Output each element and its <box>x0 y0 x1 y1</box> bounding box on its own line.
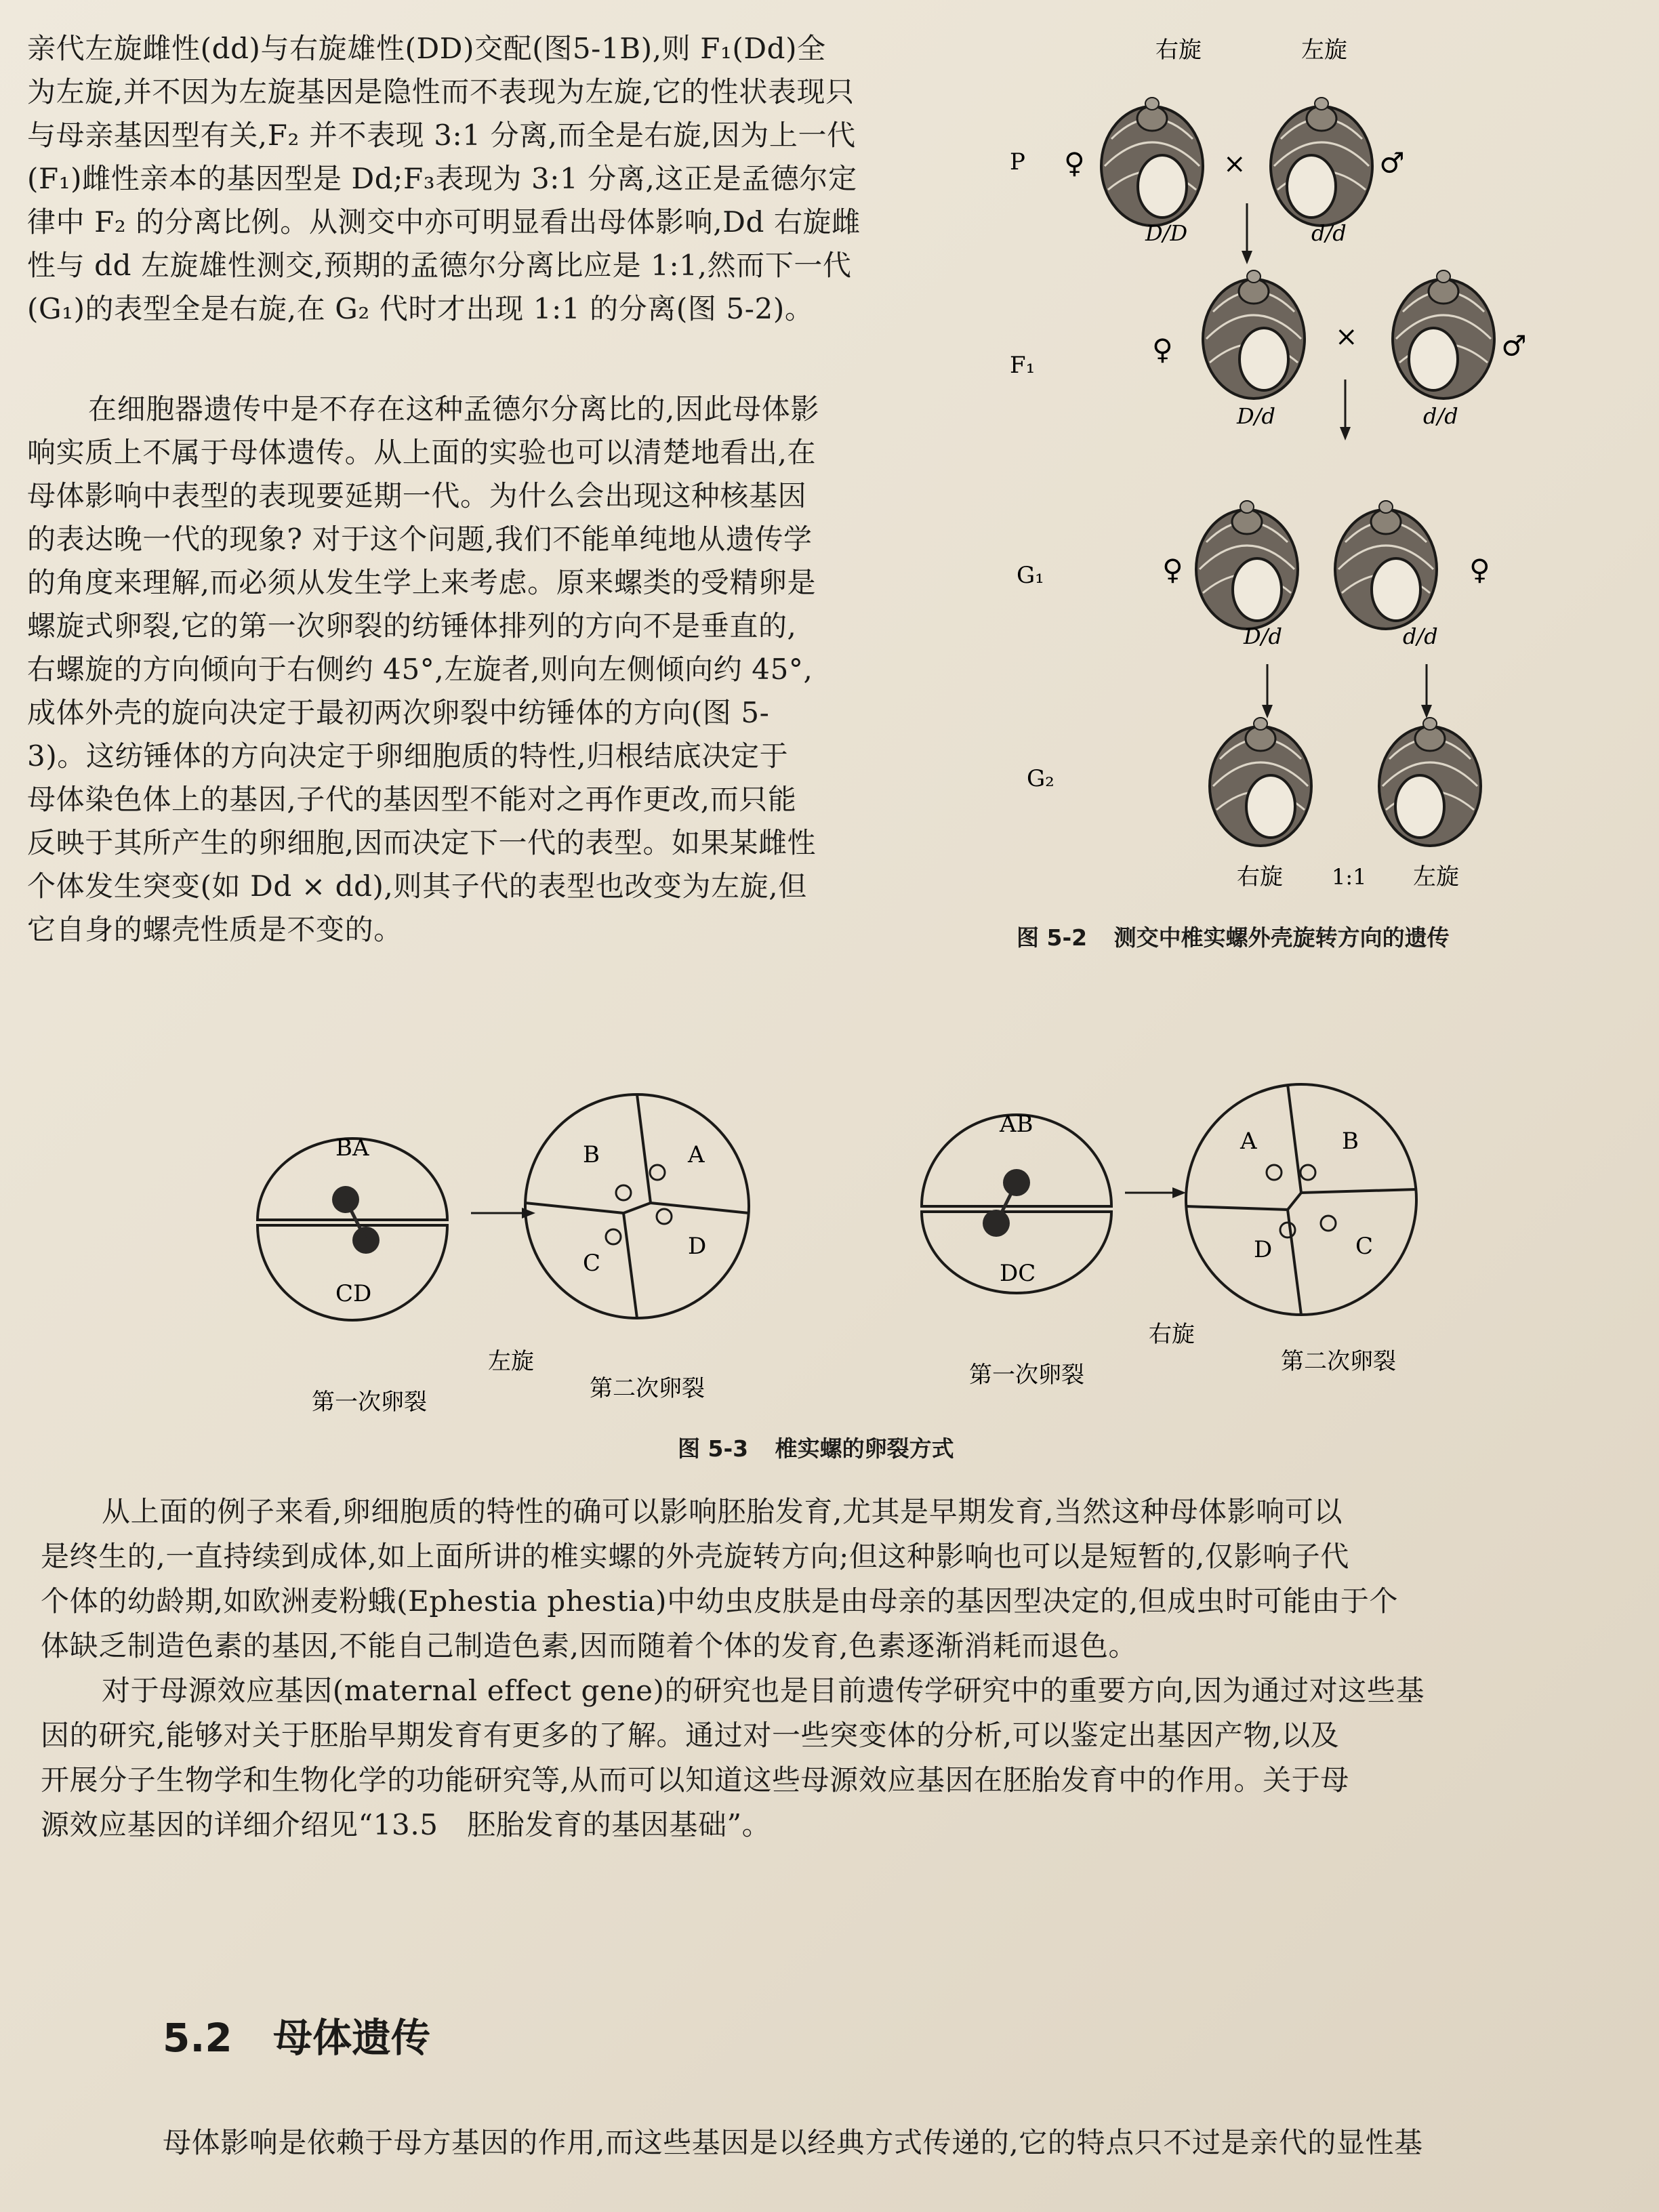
snail-p-dextral <box>1101 98 1203 226</box>
snail-g2-dextral <box>1210 718 1311 846</box>
text-line: 母体影响中表型的表现要延期一代。为什么会出现这种核基因 <box>27 479 807 512</box>
text-line: 在细胞器遗传中是不存在这种孟德尔分离比的,因此母体影 <box>88 392 819 426</box>
text-line: (F₁)雌性亲本的基因型是 Dd;F₃表现为 3:1 分离,这正是孟德尔定 <box>27 162 857 195</box>
cell-label: CD <box>335 1280 372 1307</box>
cell-left-second-cleavage <box>525 1094 749 1318</box>
g2-ratio: 1:1 <box>1332 864 1367 890</box>
second-paragraph <box>27 388 989 951</box>
arrow-head <box>522 1208 535 1218</box>
text-line: (G₁)的表型全是右旋,在 G₂ 代时才出现 1:1 的分离(图 5-2)。 <box>27 292 814 325</box>
geno-f1-left: D/d <box>1237 403 1275 429</box>
text-line: 右螺旋的方向倾向于右侧约 45°,左旋者,则向左侧倾向约 45°, <box>27 653 813 686</box>
cell-label: C <box>583 1250 601 1277</box>
arrow-head <box>1421 705 1432 718</box>
text-line: 的角度来理解,而必须从发生学上来考虑。原来螺类的受精卵是 <box>27 566 817 599</box>
female-symbol: ♀ <box>1162 553 1183 586</box>
snail-g2-sinistral <box>1379 718 1481 846</box>
g2-label-dextral: 右旋 <box>1237 863 1283 890</box>
female-symbol: ♀ <box>1469 553 1490 586</box>
text-line: 开展分子生物学和生物化学的功能研究等,从而可以知道这些母源效应基因在胚胎发育中的作用。关于母 <box>41 1763 1349 1797</box>
cell-label: B <box>1342 1128 1359 1155</box>
first-cleavage-label: 第一次卵裂 <box>312 1389 427 1416</box>
cell-label: BA <box>335 1134 369 1162</box>
arrow-head <box>1242 251 1252 264</box>
arrow-head <box>1340 427 1351 441</box>
text-line: 亲代左旋雌性(dd)与右旋雄性(DD)交配(图5-1B),则 F₁(Dd)全 <box>27 32 826 65</box>
cell-label: D <box>688 1233 707 1260</box>
section-title: 母体遗传 <box>272 2015 430 2061</box>
arrow-head <box>1262 705 1273 718</box>
figure-5-3-caption <box>678 1431 954 1463</box>
text-line: 是终生的,一直持续到成体,如上面所讲的椎实螺的外壳旋转方向;但这种影响也可以是短暂的,仅影响子代 <box>41 1540 1350 1573</box>
female-symbol: ♀ <box>1152 333 1173 366</box>
text-line: 响实质上不属于母体遗传。从上面的实验也可以清楚地看出,在 <box>27 436 817 469</box>
caption-number: 图 5-3 <box>678 1435 749 1462</box>
gen-label-f1: F₁ <box>1010 352 1036 379</box>
col-label-right: 右旋 <box>1155 37 1202 64</box>
text-line: 为左旋,并不因为左旋基因是隐性而不表现为左旋,它的性状表现只 <box>27 75 855 108</box>
second-cleavage-label: 第二次卵裂 <box>1281 1348 1396 1375</box>
gen-label-p: P <box>1010 148 1025 176</box>
cell-label: A <box>1240 1128 1257 1155</box>
caption-number: 图 5-2 <box>1017 924 1088 951</box>
text-line: 母体影响是依赖于母方基因的作用,而这些基因是以经典方式传递的,它的特点只不过是亲代的显性基 <box>163 2126 1423 2159</box>
text-line: 对于母源效应基因(maternal effect gene)的研究也是目前遗传学研究中的重要方向,因为通过对这些基 <box>102 1674 1425 1707</box>
text-line: 体缺乏制造色素的基因,不能自己制造色素,因而随着个体的发育,色素逐渐消耗而退色。 <box>41 1629 1138 1662</box>
cell-label: D <box>1254 1236 1273 1263</box>
snail-g1-right <box>1335 501 1437 629</box>
col-label-left: 左旋 <box>1301 37 1347 64</box>
text-line: 螺旋式卵裂,它的第一次卵裂的纺锤体排列的方向不是垂直的, <box>27 609 797 642</box>
top-paragraph <box>27 27 989 331</box>
text-line: 与母亲基因型有关,F₂ 并不表现 3:1 分离,而全是右旋,因为上一代 <box>27 119 856 152</box>
text-line: 母体染色体上的基因,子代的基因型不能对之再作更改,而只能 <box>27 783 797 816</box>
caption-text: 测交中椎实螺外壳旋转方向的遗传 <box>1113 924 1450 951</box>
text-line: 律中 F₂ 的分离比例。从测交中亦可明显看出母体影响,Dd 右旋雌 <box>27 205 861 239</box>
cell-right-first-cleavage <box>922 1111 1111 1293</box>
male-symbol: ♂ <box>1379 146 1405 180</box>
snail-g1-left <box>1196 501 1298 629</box>
figure-5-2-caption <box>1017 920 1450 952</box>
geno-g1-right: d/d <box>1403 623 1438 649</box>
snail-f1-sinistral <box>1393 270 1494 398</box>
geno-p-right: d/d <box>1311 220 1347 246</box>
geno-p-left: D/D <box>1145 220 1188 246</box>
text-line: 源效应基因的详细介绍见“13.5 胚胎发育的基因基础”。 <box>41 1808 771 1841</box>
cell-right-second-cleavage <box>1186 1084 1416 1315</box>
text-line: 从上面的例子来看,卵细胞质的特性的确可以影响胚胎发育,尤其是早期发育,当然这种母体影响可以 <box>102 1495 1343 1528</box>
g2-label-sinistral: 左旋 <box>1413 863 1459 890</box>
second-cleavage-label: 第二次卵裂 <box>590 1375 705 1402</box>
final-paragraph <box>163 2121 1640 2165</box>
gen-label-g1: G₁ <box>1017 562 1044 589</box>
text-line: 个体的幼龄期,如欧洲麦粉蛾(Ephestia phestia)中幼虫皮肤是由母亲的基因型决定的,但成虫时可能由于个 <box>41 1584 1399 1618</box>
cross-symbol: × <box>1223 148 1246 180</box>
snail-f1-dextral <box>1203 270 1305 398</box>
left-twist-label: 左旋 <box>488 1348 534 1375</box>
right-twist-label: 右旋 <box>1149 1321 1195 1348</box>
snail-p-sinistral <box>1271 98 1372 226</box>
text-line: 成体外壳的旋向决定于最初两次卵裂中纺锤体的方向(图 5- <box>27 696 770 729</box>
section-number: 5.2 <box>163 2015 232 2061</box>
female-symbol: ♀ <box>1064 146 1085 180</box>
cell-label: C <box>1355 1233 1374 1260</box>
text-line: 的表达晚一代的现象? 对于这个问题,我们不能单纯地从遗传学 <box>27 523 813 556</box>
first-cleavage-label: 第一次卵裂 <box>969 1361 1084 1389</box>
geno-g1-left: D/d <box>1244 623 1282 649</box>
male-symbol: ♂ <box>1501 329 1527 363</box>
arrow-head <box>1172 1187 1186 1198</box>
cell-label: AB <box>1000 1111 1033 1138</box>
cell-label: DC <box>1000 1260 1036 1287</box>
caption-text: 椎实螺的卵裂方式 <box>775 1435 954 1462</box>
cell-label: A <box>688 1141 705 1168</box>
text-line: 性与 dd 左旋雄性测交,预期的孟德尔分离比应是 1:1,然而下一代 <box>27 249 852 282</box>
figure-5-2 <box>1003 20 1640 983</box>
text-line: 因的研究,能够对关于胚胎早期发育有更多的了解。通过对一些突变体的分析,可以鉴定出基因产物,以及 <box>41 1719 1340 1752</box>
gen-label-g2: G₂ <box>1027 765 1054 792</box>
cell-left-first-cleavage <box>258 1134 447 1320</box>
text-line: 3)。这纺锤体的方向决定于卵细胞质的特性,归根结底决定于 <box>27 739 789 773</box>
cross-symbol: × <box>1335 321 1358 352</box>
figure-5-3 <box>230 1071 1450 1450</box>
text-line: 反映于其所产生的卵细胞,因而决定下一代的表型。如果某雌性 <box>27 826 817 859</box>
section-heading <box>163 2006 430 2063</box>
text-line: 个体发生突变(如 Dd × dd),则其子代的表型也改变为左旋,但 <box>27 869 807 903</box>
bottom-paragraph <box>41 1490 1640 1847</box>
text-line: 它自身的螺壳性质是不变的。 <box>27 913 403 946</box>
geno-f1-right: d/d <box>1423 403 1458 429</box>
cell-label: B <box>583 1141 600 1168</box>
